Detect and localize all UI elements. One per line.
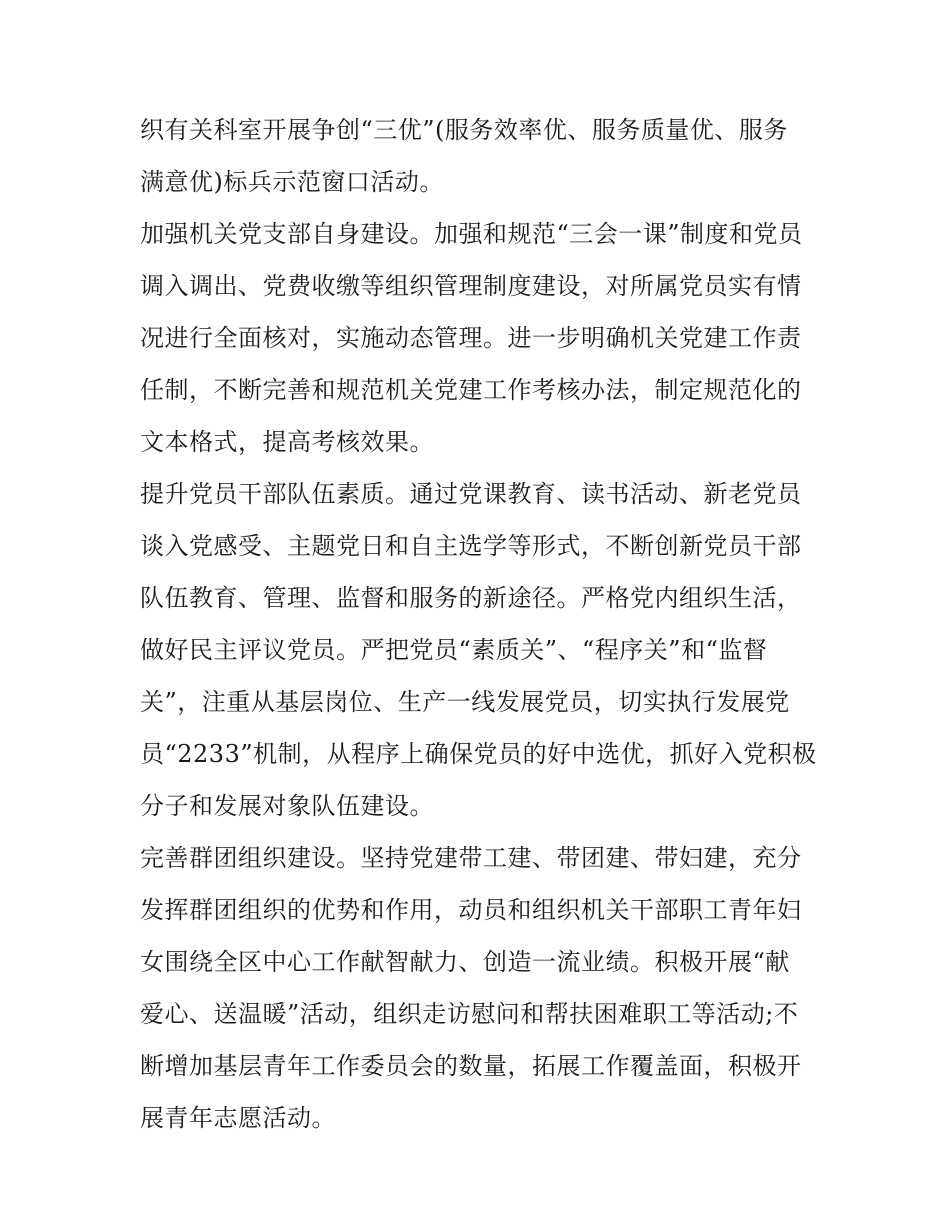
text-line: 谈入党感受、主题党日和自主选学等形式，不断创新党员干部	[140, 532, 802, 560]
text-line: 关”，注重从基层岗位、生产一线发展党员，切实执行发展党	[140, 688, 790, 716]
text-line: 断增加基层青年工作委员会的数量，拓展工作覆盖面，积极开	[140, 1052, 802, 1080]
text-line: 发挥群团组织的优势和作用，动员和组织机关干部职工青年妇	[140, 896, 802, 924]
text-line: 况进行全面核对，实施动态管理。进一步明确机关党建工作责	[140, 324, 802, 352]
text-line: 展青年志愿活动。	[140, 1104, 336, 1132]
text-line: 调入调出、党费收缴等组织管理制度建设，对所属党员实有情	[140, 272, 802, 300]
text-line: 织有关科室开展争创“三优”(服务效率优、服务质量优、服务	[140, 116, 788, 144]
text-line: 女围绕全区中心工作献智献力、创造一流业绩。积极开展“献	[140, 948, 790, 976]
text-line: 做好民主评议党员。严把党员“素质关”、“程序关”和“监督	[140, 636, 768, 664]
text-line: 员“2233”机制，从程序上确保党员的好中选优，抓好入党积极	[140, 740, 817, 768]
text-line: 队伍教育、管理、监督和服务的新途径。严格党内组织生活，	[140, 584, 802, 612]
text-line: 爱心、送温暖”活动，组织走访慰问和帮扶困难职工等活动;不	[140, 1000, 799, 1028]
document-body	[140, 104, 820, 1144]
text-line: 加强机关党支部自身建设。加强和规范“三会一课”制度和党员	[140, 220, 803, 248]
text-line: 提升党员干部队伍素质。通过党课教育、读书活动、新老党员	[140, 480, 802, 508]
text-line: 文本格式，提高考核效果。	[140, 428, 434, 456]
text-line: 满意优)标兵示范窗口活动。	[140, 168, 444, 196]
text-line: 完善群团组织建设。坚持党建带工建、带团建、带妇建，充分	[140, 844, 802, 872]
text-line: 任制，不断完善和规范机关党建工作考核办法，制定规范化的	[140, 376, 802, 404]
text-line: 分子和发展对象队伍建设。	[140, 792, 434, 820]
